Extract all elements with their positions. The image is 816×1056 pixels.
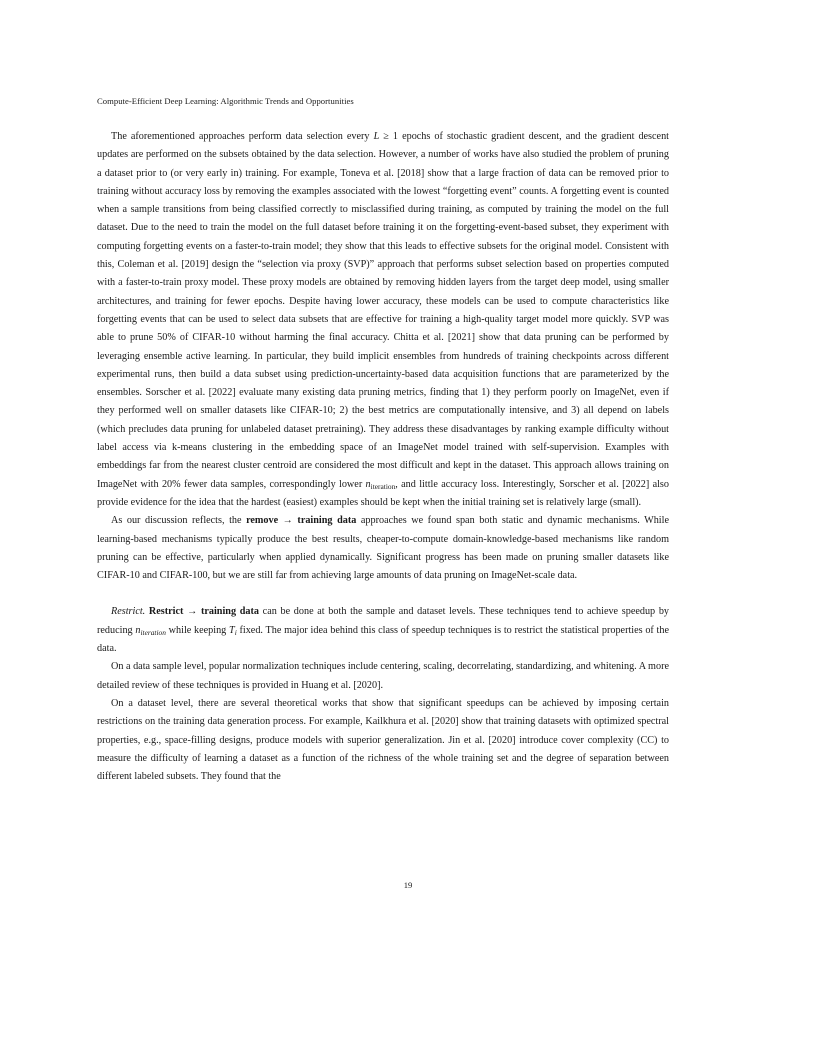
p2-text-a: As our discussion reflects, the <box>111 515 247 527</box>
math-n: n <box>365 478 371 490</box>
p3-text-a: can be done at both the sample and dataset levels. These techniques tend to achieve speedup by reducing <box>97 606 670 636</box>
p1-text-a: The aforementioned approaches perform data selection every <box>111 131 374 142</box>
math-T: T <box>229 624 235 636</box>
p3-bold-term: Restrict → training data <box>148 606 259 618</box>
math-T-subscript: i <box>234 627 237 637</box>
running-head: Compute-Efficient Deep Learning: Algorithmic Trends and Opportunities <box>97 96 354 106</box>
page-number: 19 <box>403 880 413 890</box>
p2-text-b: approaches we found span both static and dynamic mechanisms. While learning-based mechanisms typically produce the best results, cheaper-to-compute domain-knowledge-based mechanisms like random pruning can be effective, particularly when applied dynamically. Significant progress has been made on pruning smaller datasets like CIFAR-10 and CIFAR-100, but we are still far from achieving large amounts of data pruning on ImageNet-scale data. <box>97 515 669 582</box>
math-n-iteration-subscript: iteration <box>140 627 166 637</box>
paragraph-data-pruning <box>97 128 669 512</box>
p3-text-c: fixed. The major idea behind this class of speedup techniques is to restrict the statistical properties of the data. <box>97 624 669 655</box>
paragraph-dataset-level: On a dataset level, there are several theoretical works that show that significant speedups can be achieved by imposing certain restrictions on the training data generation process. For example, Kailkhura et al. [2020] show that training datasets with optimized spectral properties, e.g., space-filling designs, produce models with superior generalization. Jin et al. [2020] introduce cover complexity (CC) to measure the difficulty of learning a dataset as a function of the richness of the whole training set and the degree of separation between different labeled subsets. They found that the <box>97 697 669 783</box>
math-L: L <box>373 131 380 142</box>
paragraph-discussion <box>97 512 669 585</box>
restrict-heading: Restrict. <box>111 606 146 618</box>
p1-text-b: ≥ 1 epochs of stochastic gradient descent, and the gradient descent updates are performed on the subsets obtained by the data selection. However, a number of works have also studied the problem of pruning a dataset prior to (or very early in) training. For example, Toneva et al. [2018] show that a large fraction of data can be removed prior to training without accuracy loss by removing the examples associated with the lowest “forgetting event” counts. A forgetting event is counted when a sample transitions from being classified correctly to misclassified during training, as computed by training the model on the full dataset. Due to the need to train the model on the full dataset before training it on the forgetting-event-based subset, they experiment with computing forgetting events on a faster-to-train model; they show that this leads to effective subsets for the original model. Consistent with this, Coleman et al. [2019] design the “selection via proxy (SVP)” approach that performs subset selection based on properties computed with a faster-to-train proxy model. These proxy models are obtained by removing hidden layers from the target deep model, using smaller architectures, and training for fewer epochs. Despite having lower accuracy, these models can be used to compute characteristics like forgetting events that can be used to select data subsets that are effective for training a high-quality target model more quickly. SVP was able to prune 50% of CIFAR-10 without harming the final accuracy. Chitta et al. [2021] show that data pruning can be performed by leveraging ensemble active learning. In particular, they build implicit ensembles from hundreds of training checkpoints across different experimental runs, then build a data subset using prediction-uncertainty-based data acquisition functions that are parameterized by the ensembles. Sorscher et al. [2022] evaluate many existing data pruning metrics, finding that 1) they perform poorly on ImageNet, even if they performed well on smaller datasets like CIFAR-10; 2) the best metrics are computationally intensive, and 3) all depend on labels (which precludes data pruning for unlabeled dataset pretraining). They address these disadvantages by ranking example difficulty without label access via k-means clustering in the embedding space of an ImageNet model trained with self-supervision. Examples with embeddings far from the nearest cluster centroid are considered the most difficult and kept in the dataset. This approach allows training on ImageNet with 20% fewer data samples, correspondingly lower <box>97 131 669 490</box>
p3-text-b: while keeping <box>165 624 230 636</box>
body-text <box>97 128 669 786</box>
p2-bold-term: remove → training data <box>246 515 357 527</box>
math-n-iteration: n <box>135 624 141 636</box>
paragraph-restrict <box>97 603 669 658</box>
paragraph-sample-level: On a data sample level, popular normalization techniques include centering, scaling, decorrelating, standardizing, and whitening. A more detailed review of these techniques is provided in Huang et al. [2020]. <box>97 661 669 691</box>
p1-text-c: , and little accuracy loss. Interestingly, Sorscher et al. [2022] also provide evidence for the idea that the hardest (easiest) examples should be kept when the initial training set is relatively large (small). <box>97 478 669 508</box>
math-n-subscript: iteration <box>370 481 396 491</box>
